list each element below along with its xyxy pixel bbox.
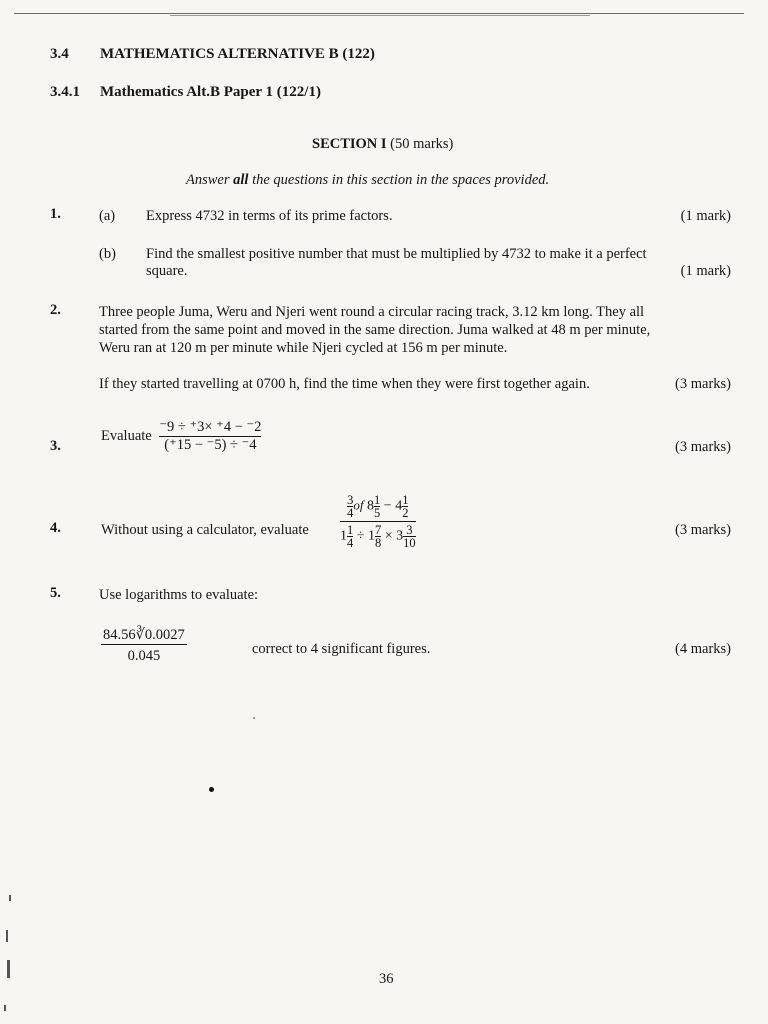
q5-fraction: [101, 627, 187, 665]
q4-frac-one-fifth: [374, 494, 380, 519]
q4-two: 2: [402, 506, 409, 520]
q4-label: Without using a calculator, evaluate: [101, 522, 309, 538]
q1-number: 1.: [50, 206, 61, 222]
q4-one-b: 1: [402, 493, 409, 507]
q1a-text: Express 4732 in terms of its prime factors.: [146, 208, 393, 224]
section-title: MATHEMATICS ALTERNATIVE B (122): [100, 46, 375, 62]
q4-complex-fraction: [340, 494, 416, 549]
q4-whole-8: 8: [367, 498, 375, 514]
q5-fraction-body: [101, 627, 187, 665]
q4-frac-4: 4: [347, 506, 354, 520]
q5-marks: (4 marks): [675, 641, 731, 657]
q1a-label: (a): [99, 208, 116, 224]
q2-line3: Weru ran at 120 m per minute while Njeri cycled at 156 m per minute.: [99, 340, 508, 356]
q1b-label: (b): [99, 246, 116, 262]
page-number: 36: [379, 971, 394, 987]
q4-five: 5: [374, 506, 381, 520]
instruction-pre: Answer: [186, 172, 234, 188]
q4-numerator: [340, 494, 416, 522]
q2-marks: (3 marks): [675, 376, 731, 392]
edge-mark-4: [4, 1005, 6, 1011]
edge-mark-2: [6, 930, 8, 942]
q4-den-eight: 8: [374, 536, 382, 550]
q4-den-frac-quarter: [347, 524, 353, 549]
q4-minus: −: [383, 498, 392, 514]
q2-line4: If they started travelling at 0700 h, find the time when they were first together again.: [99, 376, 590, 392]
q3-fraction: [159, 419, 261, 454]
q5-number: 5.: [50, 585, 61, 601]
q4-den-ten: 10: [403, 536, 416, 550]
q3-denominator: (⁺15 − ⁻5) ÷ ⁻4: [159, 436, 261, 454]
q4-den-div: ÷: [356, 528, 365, 544]
subsection-number: 3.4.1: [50, 84, 80, 100]
edge-mark-1: [9, 895, 11, 901]
q2-line2: started from the same point and moved in the same direction. Juma walked at 48 m per minute,: [99, 322, 651, 338]
edge-mark-3: [7, 960, 10, 978]
q1b-text-line2: square.: [146, 263, 188, 279]
top-rule-secondary: [170, 15, 590, 16]
top-rule: [14, 13, 744, 14]
q3-marks: (3 marks): [675, 439, 731, 455]
q1b-marks: (1 mark): [680, 263, 731, 279]
q4-of: of: [353, 497, 364, 513]
q4-frac-one-half: [402, 494, 408, 519]
q4-den-four: 4: [347, 536, 354, 550]
q3-label: Evaluate: [101, 427, 152, 444]
q4-den-whole-1a: 1: [340, 528, 347, 544]
q3-numerator: ⁻9 ÷ ⁺3× ⁺4 − ⁻2: [159, 419, 262, 435]
q3-number: 3.: [50, 438, 61, 454]
q4-den-three: 3: [406, 523, 413, 537]
q4-number: 4.: [50, 520, 61, 536]
subsection-title: Mathematics Alt.B Paper 1 (122/1): [100, 84, 321, 100]
q5-suffix: correct to 4 significant figures.: [252, 641, 431, 657]
section-number: 3.4: [50, 46, 69, 62]
scan-speck: [253, 717, 255, 719]
q1a-marks: (1 mark): [680, 208, 731, 224]
q4-one-a: 1: [374, 493, 381, 507]
q4-den-whole-3: 3: [396, 528, 404, 544]
q3-expression: [101, 419, 261, 454]
scan-dot: [209, 787, 214, 792]
instruction-bold: all: [233, 172, 249, 188]
q4-den-one-a: 1: [347, 523, 354, 537]
q5-text: Use logarithms to evaluate:: [99, 587, 259, 603]
q4-den-times: ×: [384, 528, 393, 544]
q4-whole-4: 4: [395, 498, 403, 514]
section-instruction: [186, 170, 549, 190]
instruction-post: the questions in this section in the spaces provided.: [248, 172, 550, 188]
q4-den-seven: 7: [374, 523, 382, 537]
q4-den-frac-three-tenths: [403, 524, 416, 549]
q4-denominator: [340, 522, 416, 549]
q5-denominator: 0.045: [101, 644, 187, 665]
q4-den-whole-1b: 1: [367, 528, 375, 544]
q2-number: 2.: [50, 302, 61, 318]
q5-numerator: 84.56∛0.0027: [103, 627, 185, 643]
section-heading: [312, 134, 453, 154]
q2-line1: Three people Juma, Weru and Njeri went round a circular racing track, 3.12 km long. They all: [99, 304, 645, 320]
section-heading-title: SECTION I: [312, 136, 387, 152]
section-heading-marks: (50 marks): [390, 136, 454, 152]
q4-frac-3: 3: [347, 493, 354, 507]
q4-marks: (3 marks): [675, 522, 731, 538]
q1b-text-line1: Find the smallest positive number that must be multiplied by 4732 to make it a perfect: [146, 246, 647, 262]
q4-den-frac-seven-eighths: [375, 524, 381, 549]
